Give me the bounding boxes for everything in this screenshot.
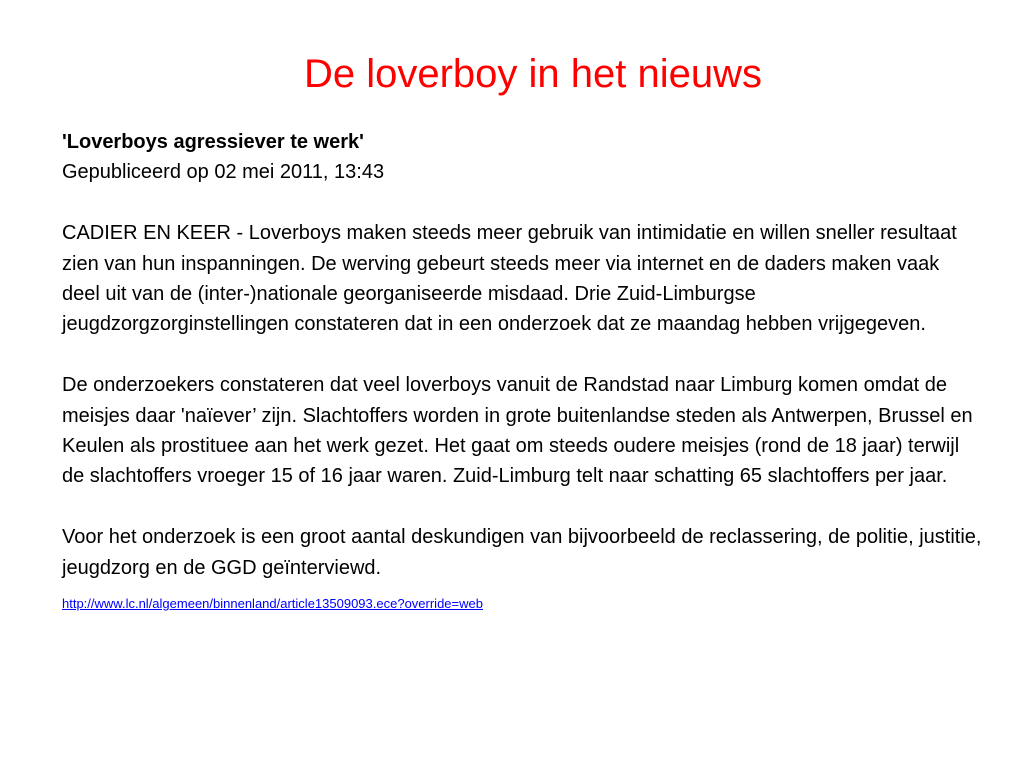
article-paragraph-3: Voor het onderzoek is een groot aantal deskundigen van bijvoorbeeld de reclassering, de politie, justitie, jeugdzorg en de GGD geïnterviewd.	[62, 526, 982, 579]
paragraph-spacer	[62, 492, 982, 522]
paragraph-spacer	[62, 188, 982, 218]
paragraph-spacer	[62, 340, 982, 370]
article-body	[62, 127, 982, 613]
article-paragraph-2: De onderzoekers constateren dat veel loverboys vanuit de Randstad naar Limburg komen omdat de meisjes daar 'naïever’ zijn. Slachtoffers worden in grote buitenlandse steden als Antwerpen, Brussel en Keulen als prostituee aan het werk gezet. Het gaat om steeds oudere meisjes (rond de 18 jaar) terwijl de slachtoffers vroeger 15 of 16 jaar waren. Zuid-Limburg telt naar schatting 65 slachtoffers per jaar.	[62, 374, 973, 488]
article-published-date: Gepubliceerd op 02 mei 2011, 13:43	[62, 161, 385, 184]
source-link-row	[62, 595, 982, 613]
article-paragraph-1: CADIER EN KEER - Loverboys maken steeds meer gebruik van intimidatie en willen sneller resultaat zien van hun inspanningen. De werving gebeurt steeds meer via internet en de daders maken vaak deel uit van de (inter-)nationale georganiseerde misdaad. Drie Zuid-Limburgse jeugdzorgzorginstellingen constateren dat in een onderzoek dat ze maandag hebben vrijgegeven.	[62, 222, 957, 336]
source-link[interactable]: http://www.lc.nl/algemeen/binnenland/article13509093.ece?override=web	[62, 596, 483, 612]
slide-title: De loverboy in het nieuws	[303, 52, 763, 96]
article-headline: 'Loverboys agressiever te werk'	[62, 131, 364, 153]
